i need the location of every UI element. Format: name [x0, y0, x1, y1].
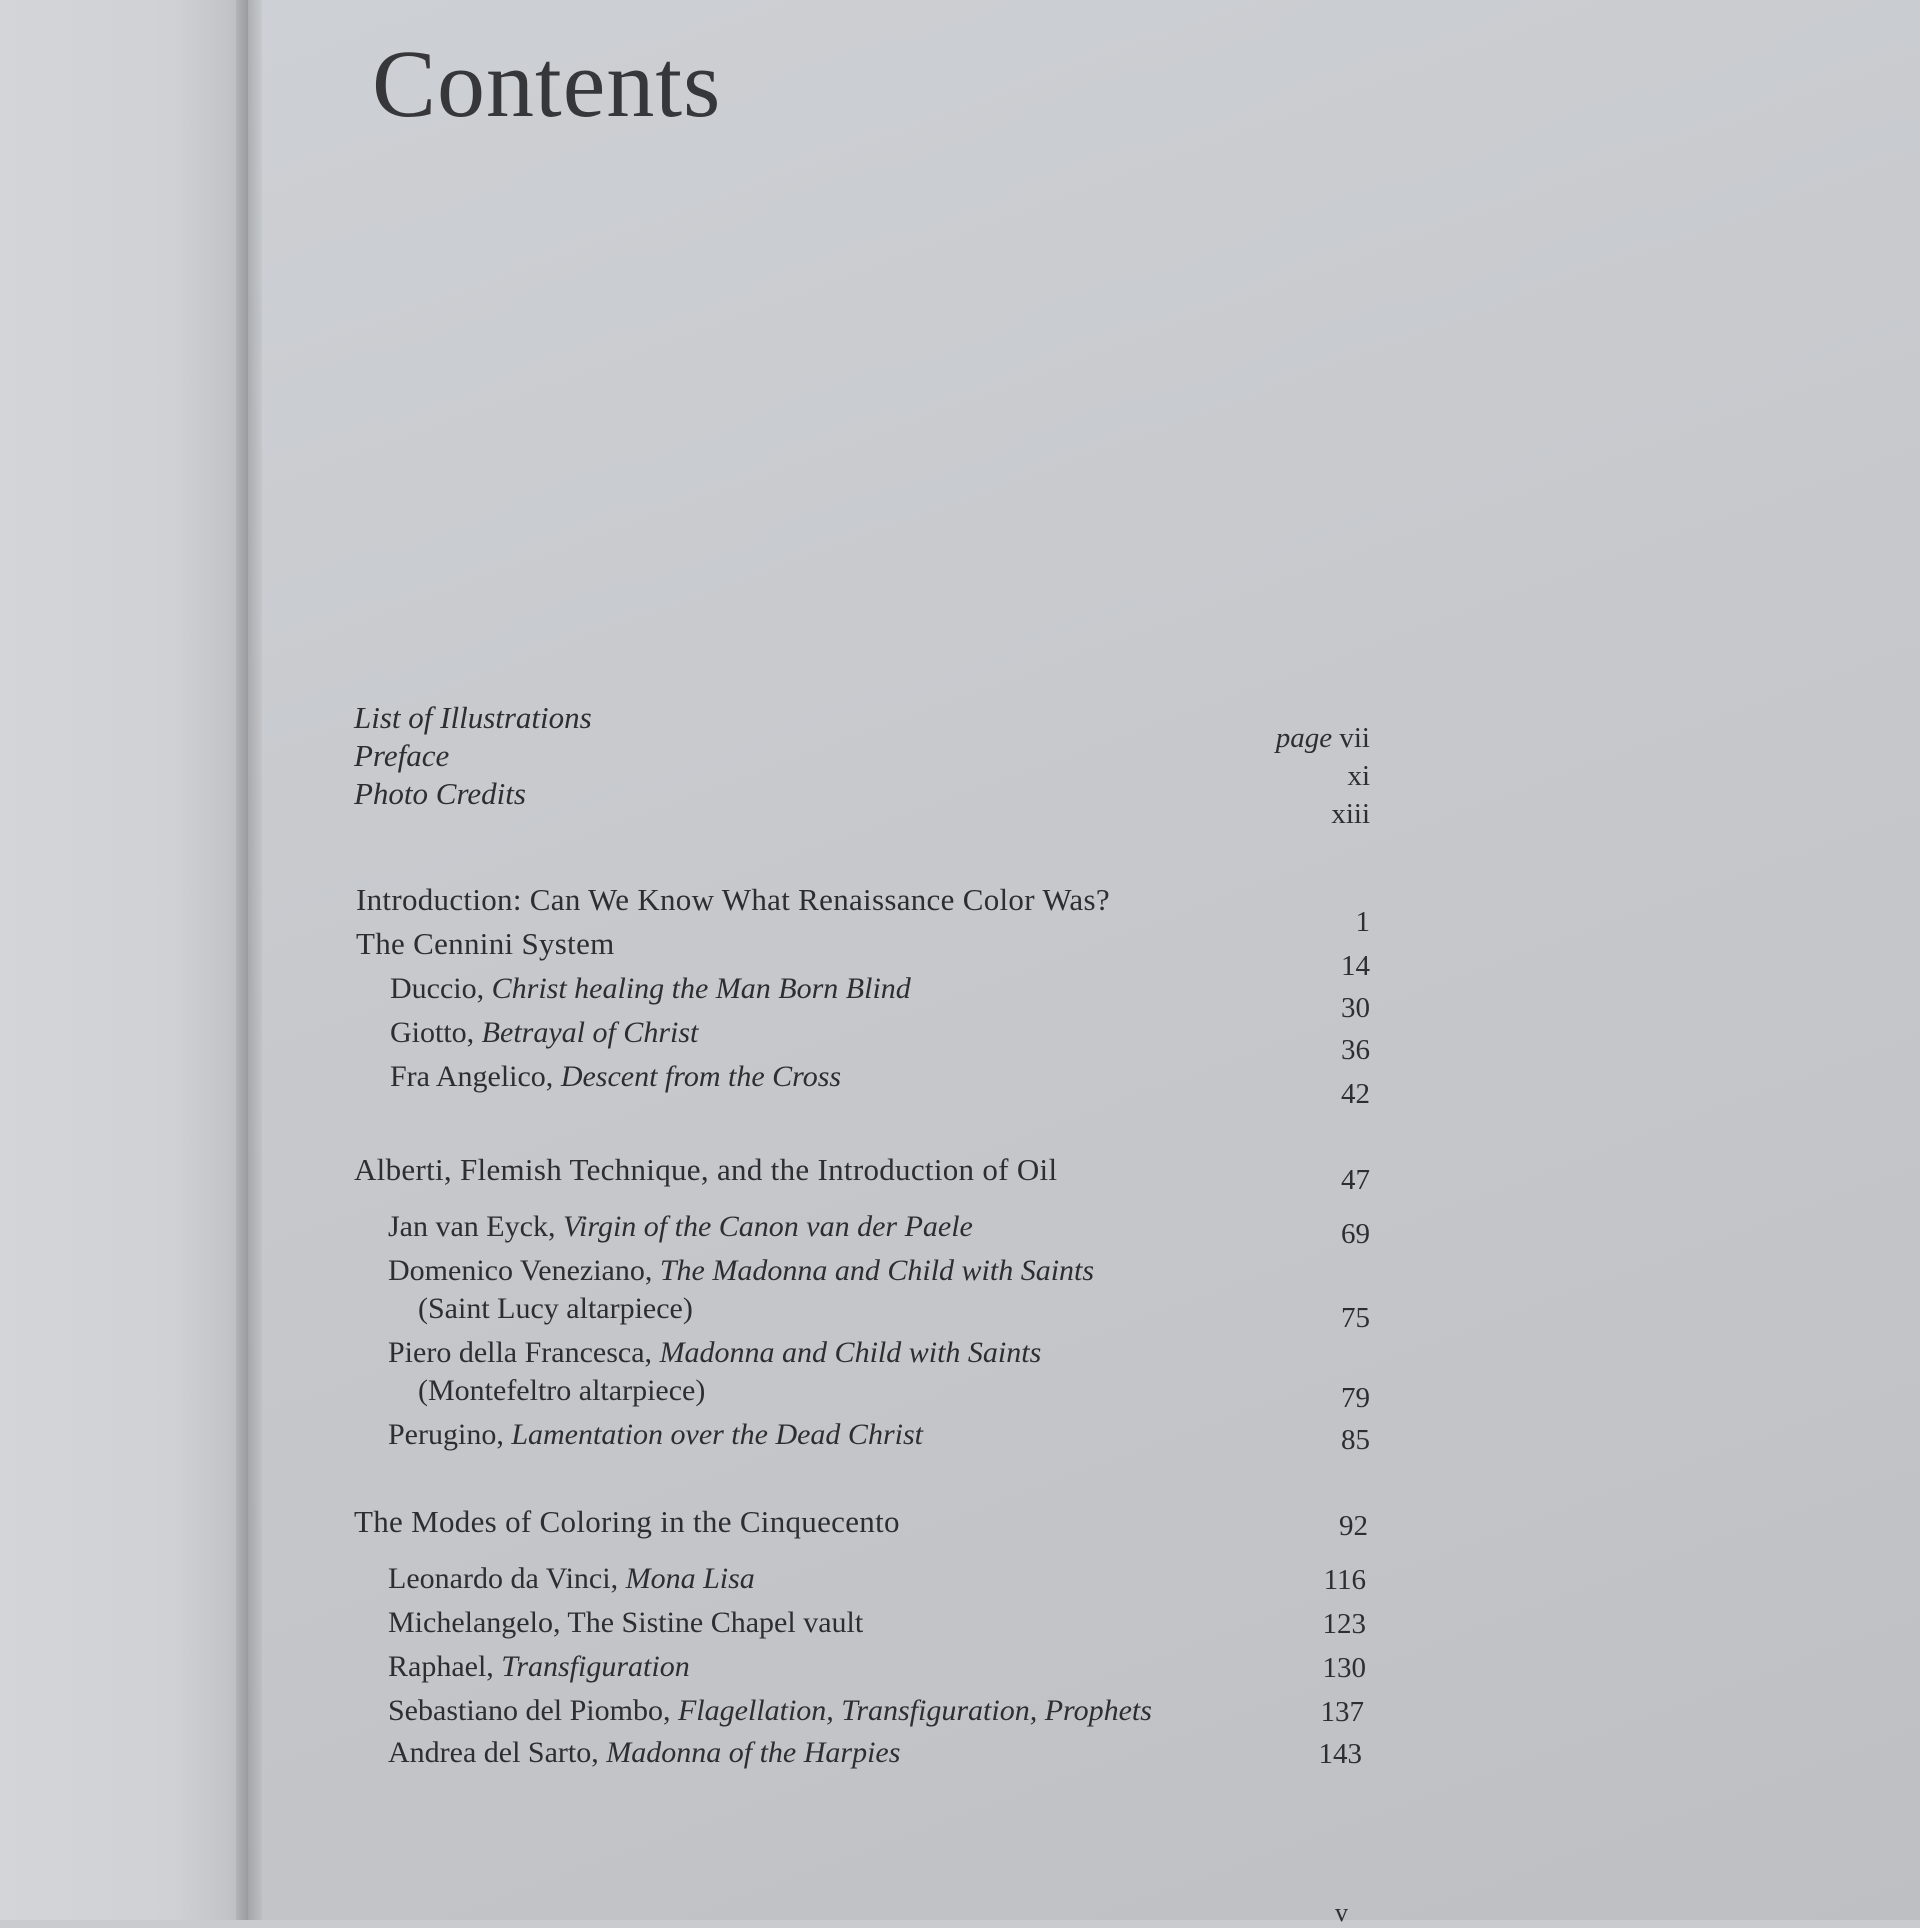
toc-entry-duccio [390, 972, 911, 1006]
artist-name: Leonardo da Vinci, [388, 1562, 626, 1595]
work-title: Madonna and Child with Saints [659, 1336, 1042, 1369]
toc-entry-preface: Preface [354, 738, 450, 773]
artist-name: Perugino, [388, 1418, 512, 1451]
artist-name: Jan van Eyck, [388, 1210, 563, 1243]
toc-page-fra-angelico: 42 [1341, 1078, 1370, 1110]
toc-entry-photo-credits: Photo Credits [354, 776, 526, 811]
artist-name: Domenico Veneziano, [388, 1254, 660, 1287]
book-gutter [236, 0, 262, 1920]
toc-entry-sebastiano [388, 1694, 1152, 1728]
toc-entry-leonardo [388, 1562, 755, 1596]
toc-entry-domenico-veneziano [388, 1254, 1094, 1288]
toc-page-alberti: 47 [1341, 1164, 1370, 1196]
artist-name: Giotto, [390, 1016, 482, 1049]
page-number: vii [1339, 722, 1370, 754]
toc-page-michelangelo: 123 [1322, 1608, 1366, 1640]
toc-page-perugino: 85 [1341, 1424, 1370, 1456]
toc-page-photo-credits: xiii [1331, 798, 1370, 830]
toc-page-sebastiano: 137 [1320, 1696, 1364, 1728]
work-title: Descent from the Cross [560, 1060, 842, 1093]
work-title: Lamentation over the Dead Christ [511, 1418, 923, 1451]
artist-name: Andrea del Sarto, [388, 1736, 607, 1769]
toc-page-list-of-illustrations [1230, 722, 1370, 755]
work-title: The Sistine Chapel vault [567, 1606, 864, 1639]
work-title: Betrayal of Christ [481, 1016, 699, 1049]
artist-name: Duccio, [390, 972, 492, 1005]
toc-entry-andrea-del-sarto [388, 1736, 900, 1770]
work-title: Flagellation, Transfiguration, Prophets [677, 1694, 1152, 1727]
toc-chapter-cinquecento: The Modes of Coloring in the Cinquecento [354, 1504, 900, 1539]
toc-entry-list-of-illustrations: List of Illustrations [354, 700, 592, 735]
toc-entry-note: (Saint Lucy altarpiece) [418, 1292, 693, 1325]
toc-page-domenico-veneziano: 75 [1341, 1302, 1370, 1334]
toc-page-preface: xi [1347, 760, 1370, 792]
toc-page-cennini-system: 14 [1341, 950, 1370, 982]
toc-page-introduction: 1 [1355, 906, 1370, 938]
toc-chapter-cennini-system: The Cennini System [356, 926, 615, 961]
artist-name: Sebastiano del Piombo, [388, 1694, 678, 1727]
artist-name: Fra Angelico, [390, 1060, 561, 1093]
toc-entry-jan-van-eyck [388, 1210, 973, 1244]
toc-entry-perugino [388, 1418, 923, 1452]
toc-page-duccio: 30 [1341, 992, 1370, 1024]
toc-page-jan-van-eyck: 69 [1341, 1218, 1370, 1250]
left-page-edge [0, 0, 248, 1920]
toc-page-leonardo: 116 [1323, 1564, 1366, 1596]
work-title: Transfiguration [501, 1650, 690, 1683]
toc-page-cinquecento: 92 [1339, 1510, 1368, 1542]
work-title: Christ healing the Man Born Blind [491, 972, 911, 1005]
work-title: Madonna of the Harpies [606, 1736, 901, 1769]
toc-chapter-alberti: Alberti, Flemish Technique, and the Introduction of Oil [354, 1152, 1058, 1187]
artist-name: Piero della Francesca, [388, 1336, 660, 1369]
toc-entry-piero-della-francesca [388, 1336, 1041, 1370]
toc-entry-fra-angelico [390, 1060, 841, 1094]
work-title: Mona Lisa [625, 1562, 755, 1595]
toc-chapter-introduction: Introduction: Can We Know What Renaissance Color Was? [356, 882, 1110, 917]
work-title: The Madonna and Child with Saints [659, 1254, 1095, 1287]
toc-entry-giotto [390, 1016, 698, 1050]
page-folio: v [1335, 1898, 1348, 1927]
toc-page-raphael: 130 [1322, 1652, 1366, 1684]
toc-page-andrea-del-sarto: 143 [1318, 1738, 1362, 1770]
toc-page-piero-della-francesca: 79 [1341, 1382, 1370, 1414]
toc-entry-raphael [388, 1650, 690, 1684]
toc-entry-note: (Montefeltro altarpiece) [418, 1374, 706, 1407]
page-title: Contents [372, 30, 722, 137]
work-title: Virgin of the Canon van der Paele [562, 1210, 973, 1243]
toc-entry-michelangelo [388, 1606, 863, 1640]
toc-page-giotto: 36 [1341, 1034, 1370, 1066]
page-prefix: page [1275, 722, 1333, 754]
artist-name: Michelangelo, [388, 1606, 568, 1639]
artist-name: Raphael, [388, 1650, 502, 1683]
